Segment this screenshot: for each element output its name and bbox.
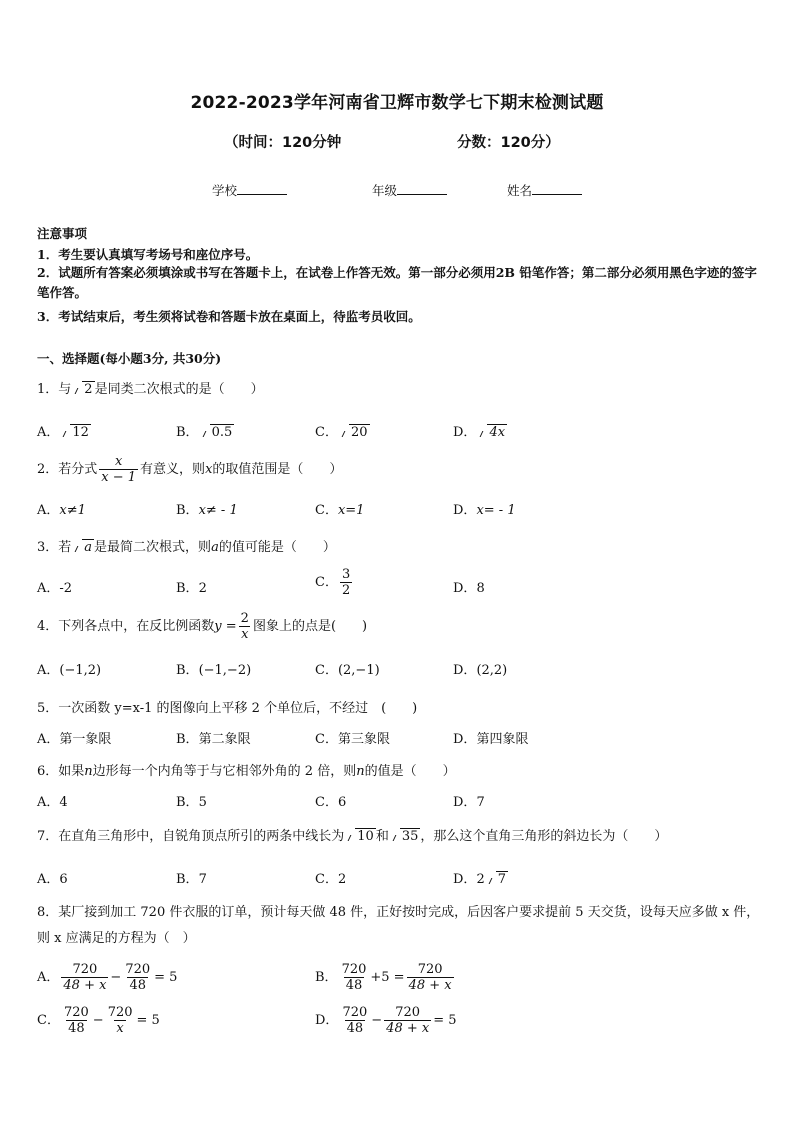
question-1	[37, 378, 264, 397]
q1-option-d[interactable]	[453, 421, 507, 440]
option-label: C．	[315, 663, 338, 678]
option-label: C．	[315, 425, 338, 440]
option-text: 4	[59, 795, 68, 810]
option-label: B．	[176, 581, 199, 596]
q2-option-d[interactable]	[453, 499, 516, 518]
option-radicand: 20	[350, 425, 368, 440]
option-label: A．	[37, 970, 60, 985]
fraction-numerator: 3	[341, 567, 351, 582]
q4-option-c[interactable]	[315, 659, 380, 678]
q3-radicand: a	[84, 540, 93, 555]
equation-rhs: = 5	[154, 970, 178, 985]
operator: +5 =	[370, 970, 405, 985]
q3-option-d[interactable]	[453, 577, 485, 596]
q6-middle: 边形每一个内角等于与它相邻外角的 2 倍，则	[92, 764, 357, 779]
option-label: B．	[176, 872, 199, 887]
question-7	[37, 825, 667, 844]
option-label: D．	[453, 581, 477, 596]
sqrt-symbol	[477, 425, 507, 440]
section-heading: 一、选择题(每小题3分, 共30分)	[37, 351, 222, 366]
option-label: A．	[37, 581, 60, 596]
fraction-denominator: 48 + x	[408, 978, 452, 993]
name-field	[507, 181, 582, 199]
operator: −	[92, 1013, 104, 1028]
q3-prefix: 3．若	[37, 540, 72, 555]
option-label: D．	[453, 795, 477, 810]
question-3	[37, 536, 336, 555]
sqrt-symbol	[72, 540, 94, 555]
exam-score: 分数：120分）	[457, 135, 560, 151]
operator: −	[371, 1013, 383, 1028]
sqrt-symbol	[486, 872, 508, 887]
q2-suffix: 的取值范围是（ ）	[212, 462, 343, 477]
q4-suffix: 图象上的点是( )	[252, 619, 368, 634]
q3-option-c[interactable]	[315, 567, 354, 598]
q7-option-c[interactable]	[315, 868, 346, 887]
q7-option-a[interactable]	[37, 868, 68, 887]
option-label: D．	[315, 1013, 339, 1028]
option-text: 第一象限	[59, 732, 112, 747]
q5-option-a[interactable]	[37, 728, 111, 747]
fraction-denominator: x − 1	[101, 470, 137, 485]
option-label: C．	[315, 872, 338, 887]
q8-option-d[interactable]	[315, 1005, 457, 1036]
q6-prefix: 6．如果	[37, 764, 85, 779]
fraction-denominator: 48	[68, 1021, 85, 1036]
fraction-denominator: 48	[345, 978, 363, 993]
q3-option-b[interactable]	[176, 577, 207, 596]
q3-variable: a	[211, 540, 219, 555]
option-text: -2	[59, 581, 73, 596]
option-label: B．	[315, 970, 338, 985]
fraction-numerator: 720	[417, 962, 443, 977]
q1-radicand: 2	[84, 382, 93, 397]
option-label: B．	[176, 425, 199, 440]
q7-option-d[interactable]	[453, 868, 508, 887]
option-fraction	[407, 962, 454, 993]
equation-rhs: = 5	[433, 1013, 457, 1028]
option-fraction	[384, 1005, 431, 1036]
q3-middle: 是最简二次根式，则	[94, 540, 212, 555]
option-text: (−1,2)	[59, 663, 102, 678]
q5-option-b[interactable]	[176, 728, 251, 747]
option-label: B．	[176, 663, 199, 678]
q7-radicand: 10	[357, 829, 374, 844]
option-label: C．	[315, 503, 338, 518]
option-text: (−1,−2)	[198, 663, 252, 678]
option-label: C．	[315, 795, 338, 810]
option-label: D．	[453, 872, 477, 887]
q2-fraction	[99, 454, 138, 485]
option-text: x=1	[337, 503, 365, 518]
question-6	[37, 760, 456, 779]
q7-suffix: ，那么这个直角三角形的斜边长为（ ）	[420, 829, 668, 844]
q3-suffix: 的值可能是（ ）	[218, 540, 336, 555]
note-item: 2．试题所有答案必须填涂或书写在答题卡上，在试卷上作答无效。第一部分必须用2B 铅笔作答；第二部分必须用黑色字迹的签字笔作答。	[37, 265, 757, 300]
fraction-numerator: 2	[240, 611, 249, 626]
option-label: A．	[37, 732, 60, 747]
option-text: (2,2)	[476, 663, 508, 678]
q4-fraction	[239, 611, 251, 642]
fraction-denominator: 48 + x	[63, 978, 107, 993]
q2-option-b[interactable]	[176, 499, 238, 518]
option-fraction	[61, 962, 108, 993]
q6-variable: n	[84, 764, 93, 779]
sqrt-symbol	[200, 425, 235, 440]
fraction-numerator: 720	[341, 962, 367, 977]
option-text: 第四象限	[476, 732, 529, 747]
option-label: D．	[453, 732, 477, 747]
sqrt-symbol	[345, 829, 376, 844]
option-text: 第三象限	[337, 732, 390, 747]
fraction-numerator: 720	[342, 1005, 368, 1020]
operator: −	[110, 970, 122, 985]
q6-option-d[interactable]	[453, 791, 485, 810]
sqrt-symbol	[390, 829, 421, 844]
option-text: x≠ - 1	[198, 503, 238, 518]
page-title: 2022-2023学年河南省卫辉市数学七下期末检测试题	[190, 93, 604, 113]
q1-option-c[interactable]	[315, 421, 370, 440]
q4-option-b[interactable]	[176, 659, 251, 678]
option-text: 2	[337, 872, 347, 887]
option-label: D．	[453, 503, 477, 518]
option-label: A．	[37, 503, 60, 518]
grade-blank	[397, 182, 447, 195]
grade-label: 年级	[372, 183, 398, 198]
option-text: 6	[59, 872, 68, 887]
q2-option-c[interactable]	[315, 499, 364, 518]
option-text: x= - 1	[476, 503, 516, 518]
option-text: 第二象限	[198, 732, 251, 747]
option-label: C．	[37, 1013, 60, 1028]
question-5: 5．一次函数 y=x-1 的图像向上平移 2 个单位后，不经过 ( )	[37, 701, 418, 716]
sqrt-symbol	[72, 382, 94, 397]
notes-heading: 注意事项	[37, 226, 88, 241]
note-item: 1．考生要认真填写考场号和座位序号。	[37, 247, 259, 262]
sqrt-symbol	[339, 425, 370, 440]
q2-middle: 有意义，则	[140, 462, 206, 477]
fraction-denominator: x	[241, 627, 249, 642]
option-label: A．	[37, 872, 60, 887]
option-text: 6	[337, 795, 347, 810]
fraction-numerator: 720	[395, 1005, 421, 1020]
fraction-numerator: 720	[63, 1005, 89, 1020]
note-item: 3．考试结束后，考生须将试卷和答题卡放在桌面上，待监考员收回。	[37, 309, 421, 324]
option-radicand: 4x	[489, 425, 506, 440]
question-8: 8．某厂接到加工 720 件衣服的订单，预计每天做 48 件，正好按时完成，后因客户要求提前 5 天交货，设每天应多做 x 件，则 x 应满足的方程为（ ）	[37, 905, 760, 946]
q4-prefix: 4．下列各点中，在反比例函数	[37, 619, 215, 634]
q4-function-lhs: y =	[214, 619, 237, 634]
fraction-denominator: x	[116, 1021, 124, 1036]
fraction-numerator: x	[114, 454, 123, 469]
name-blank	[532, 182, 582, 195]
option-label: A．	[37, 425, 60, 440]
q7-radicand: 35	[401, 829, 419, 844]
q5-option-d[interactable]	[453, 728, 528, 747]
option-text: x≠1	[59, 503, 86, 518]
q4-option-d[interactable]	[453, 659, 507, 678]
school-blank	[237, 182, 287, 195]
option-text: 7	[198, 872, 207, 887]
option-radicand: 12	[72, 425, 89, 440]
fraction-numerator: 720	[72, 962, 98, 977]
option-label: D．	[453, 663, 477, 678]
q8-option-c[interactable]	[37, 1005, 160, 1036]
q1-option-a[interactable]	[37, 421, 91, 440]
q6-variable: n	[356, 764, 365, 779]
option-text: 7	[476, 795, 485, 810]
q7-and: 和	[375, 829, 389, 844]
q1-suffix: 是同类二次根式的是（ ）	[94, 382, 264, 397]
option-label: B．	[176, 732, 199, 747]
option-fraction	[340, 1005, 369, 1036]
option-fraction	[340, 962, 369, 993]
fraction-denominator: 48	[129, 978, 147, 993]
fraction-denominator: 48	[346, 1021, 364, 1036]
option-radicand: 7	[497, 872, 506, 887]
option-radicand: 0.5	[211, 425, 233, 440]
name-label: 姓名	[507, 183, 533, 198]
option-label: D．	[453, 425, 477, 440]
q3-option-a[interactable]	[37, 577, 72, 596]
school-field	[212, 181, 287, 199]
q6-suffix: 的值是（ ）	[364, 764, 456, 779]
q5-option-c[interactable]	[315, 728, 390, 747]
option-fraction	[106, 1005, 135, 1036]
q6-option-a[interactable]	[37, 791, 68, 810]
option-label: B．	[176, 503, 199, 518]
option-label: A．	[37, 795, 60, 810]
q7-option-b[interactable]	[176, 868, 207, 887]
option-fraction	[340, 567, 352, 598]
school-label: 学校	[212, 183, 238, 198]
option-text: 2	[198, 581, 207, 596]
q2-prefix: 2．若分式	[37, 462, 98, 477]
q8-option-a[interactable]	[37, 962, 177, 993]
fraction-numerator: 720	[125, 962, 151, 977]
q2-variable: x	[205, 462, 213, 477]
option-label: A．	[37, 663, 60, 678]
q8-option-b[interactable]	[315, 962, 456, 993]
q1-prefix: 1．与	[37, 382, 72, 397]
option-text: (2,−1)	[337, 663, 380, 678]
option-coefficient: 2	[476, 872, 485, 887]
question-4	[37, 611, 367, 642]
q6-option-b[interactable]	[176, 791, 207, 810]
option-text: 5	[198, 795, 207, 810]
option-label: C．	[315, 732, 338, 747]
q2-option-a[interactable]	[37, 499, 86, 518]
q4-option-a[interactable]	[37, 659, 101, 678]
option-label: B．	[176, 795, 199, 810]
fraction-denominator: 48 + x	[386, 1021, 430, 1036]
q7-prefix: 7．在直角三角形中，自锐角顶点所引的两条中线长为	[37, 829, 345, 844]
grade-field	[372, 181, 447, 199]
exam-time: （时间：120分钟	[224, 135, 342, 151]
question-2	[37, 454, 342, 485]
option-text: 8	[476, 581, 485, 596]
equation-rhs: = 5	[136, 1013, 160, 1028]
q1-option-b[interactable]	[176, 421, 234, 440]
option-fraction	[123, 962, 152, 993]
fraction-numerator: 720	[107, 1005, 133, 1020]
option-fraction	[62, 1005, 91, 1036]
option-label: C．	[315, 575, 338, 590]
q6-option-c[interactable]	[315, 791, 346, 810]
fraction-denominator: 2	[341, 583, 351, 598]
sqrt-symbol	[60, 425, 91, 440]
